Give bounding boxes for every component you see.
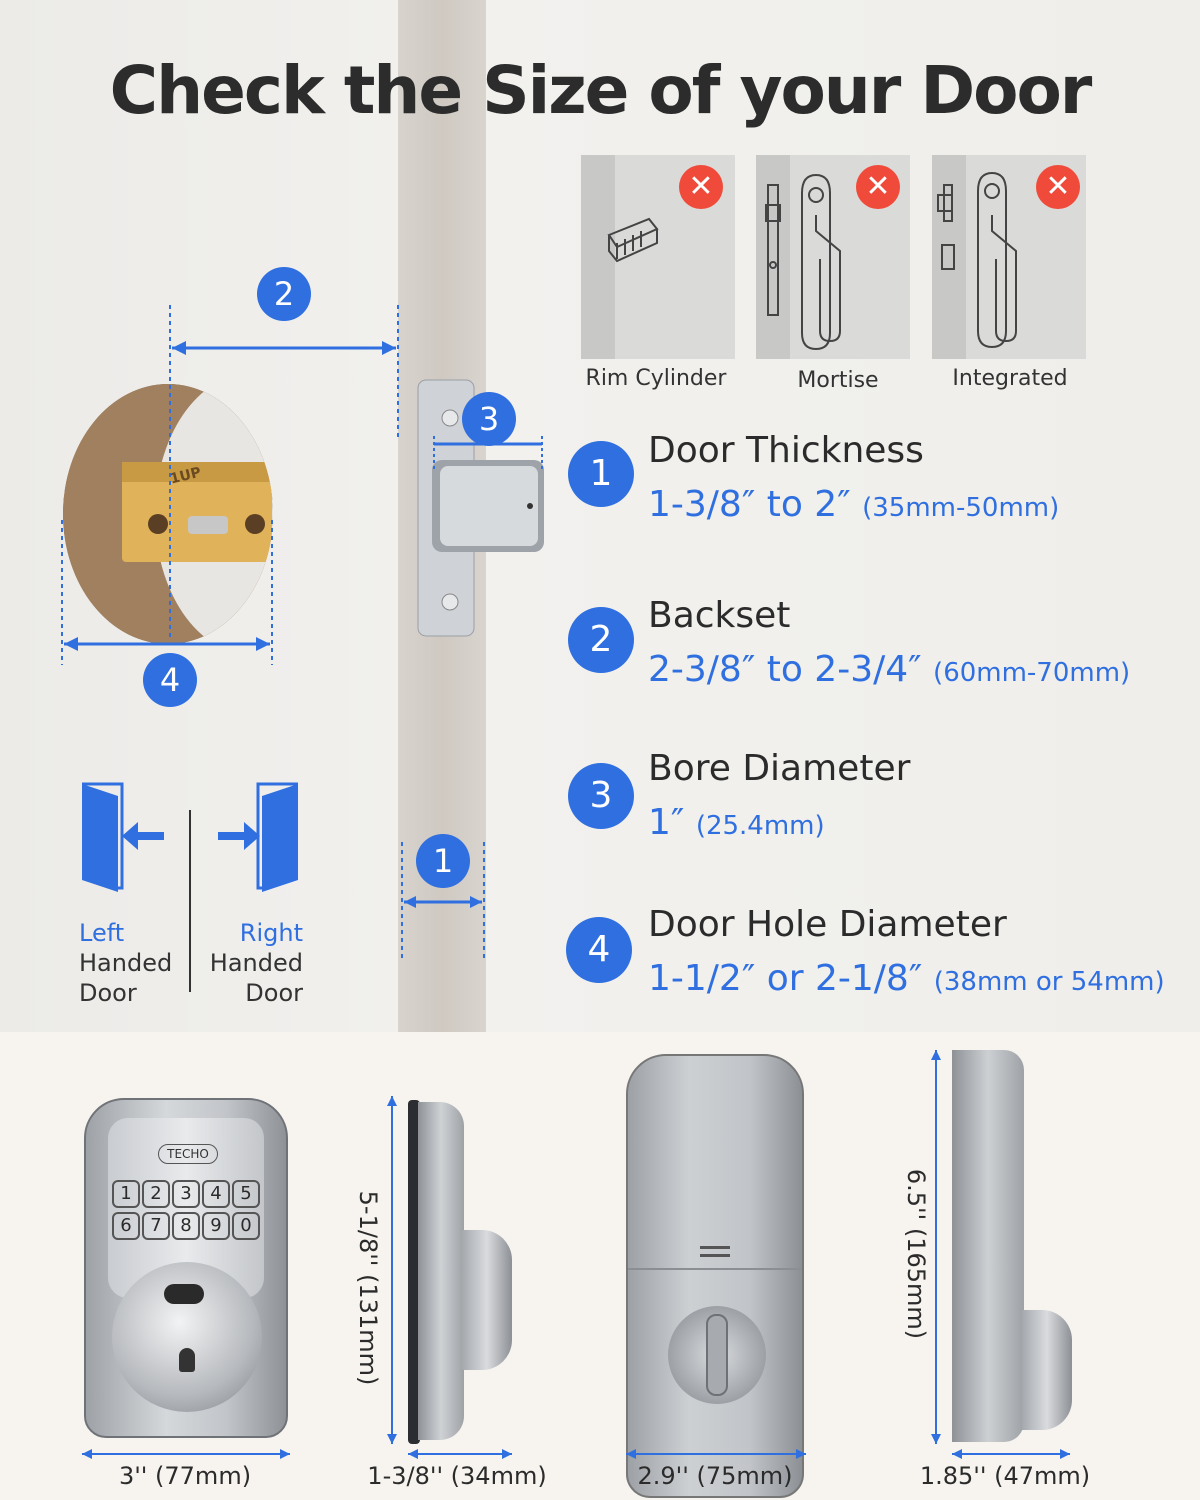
back-depth-label: 1.85'' (47mm) [919,1462,1091,1490]
thickness-number-badge: 1 [416,834,470,888]
not-compatible-icon: ✕ [679,165,723,209]
key-3[interactable]: 3 [172,1180,200,1208]
back-width-label: 2.9'' (75mm) [637,1462,793,1490]
not-compatible-icon: ✕ [1036,165,1080,209]
spec-imperial: 1-3/8″ to 2″ [648,484,851,525]
key-4[interactable]: 4 [202,1180,230,1208]
spec-number-badge: 1 [568,441,634,507]
not-compatible-icon: ✕ [856,165,900,209]
right-handed-label: Right Handed Door [209,919,303,1007]
spec-value [648,649,1130,690]
lock-type-label: Integrated [952,366,1068,391]
spec-title: Bore Diameter [648,748,911,789]
dimension-lines [0,1032,1200,1500]
spec-number-badge: 4 [566,917,632,983]
spec-value [648,484,1059,525]
latch-stamp: 1UP [168,464,203,488]
front-width-label: 3'' (77mm) [118,1462,252,1490]
left-handed-label: Left Handed Door [79,919,173,1007]
spec-number-badge: 3 [568,763,634,829]
lock-type-label: Mortise [797,368,879,393]
spec-metric: (38mm or 54mm) [933,967,1165,997]
side-depth-label: 1-3/8'' (34mm) [367,1462,547,1490]
handed-door-icons [76,782,316,902]
key-7[interactable]: 7 [142,1212,170,1240]
spec-metric: (60mm-70mm) [933,658,1131,688]
integrated-card [932,155,1086,359]
mortise-card [756,155,910,359]
lock-type-label: Rim Cylinder [585,366,727,391]
page-title: Check the Size of your Door [109,52,1091,129]
spec-imperial: 1″ [648,802,685,843]
bore-number-badge: 3 [462,392,516,446]
hole-number-badge: 4 [143,653,197,707]
key-5[interactable]: 5 [232,1180,260,1208]
key-8[interactable]: 8 [172,1212,200,1240]
spec-title: Door Thickness [648,430,924,471]
backset-number-badge: 2 [257,267,311,321]
spec-metric: (25.4mm) [695,811,825,841]
spec-title: Door Hole Diameter [648,904,1007,945]
brand-label: TECHO [158,1144,218,1164]
key-6[interactable]: 6 [112,1212,140,1240]
spec-title: Backset [648,595,791,636]
rim-cylinder-card [581,155,735,359]
key-2[interactable]: 2 [142,1180,170,1208]
left-handed-door-icon [82,784,164,892]
right-handed-door-icon [218,784,298,892]
side-height-label: 5-1/8'' (131mm) [354,1190,382,1386]
spec-imperial: 2-3/8″ to 2-3/4″ [648,649,922,690]
spec-number-badge: 2 [568,607,634,673]
spec-value [648,802,825,843]
key-1[interactable]: 1 [112,1180,140,1208]
spec-metric: (35mm-50mm) [862,493,1060,523]
door-hole-diagram [0,0,500,720]
key-9[interactable]: 9 [202,1212,230,1240]
key-0[interactable]: 0 [232,1212,260,1240]
spec-value [648,958,1165,999]
spec-imperial: 1-1/2″ or 2-1/8″ [648,958,923,999]
back-height-label: 6.5'' (165mm) [902,1168,930,1340]
